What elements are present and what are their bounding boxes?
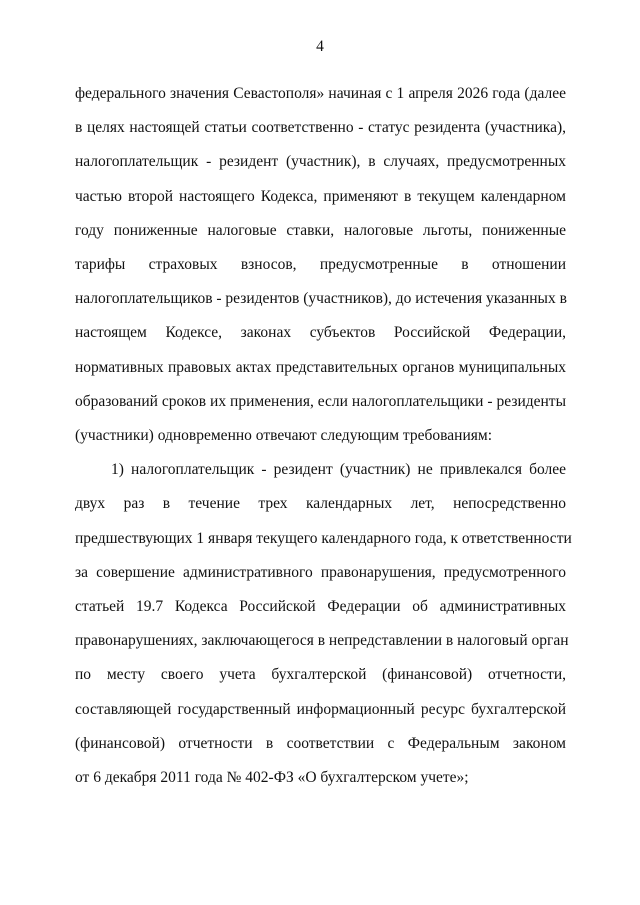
text-line: частью второй настоящего Кодекса, применяют в текущем календарном	[75, 187, 566, 205]
document-body	[75, 77, 572, 795]
text-line: тарифы страховых взносов, предусмотренные в отношении	[75, 256, 566, 274]
paragraph-item-1	[75, 453, 572, 795]
text-line: составляющей государственный информационный ресурс бухгалтерской	[75, 700, 566, 718]
text-line: в целях настоящей статьи соответственно - статус резидента (участника),	[75, 119, 566, 137]
text-line: (участники) одновременно отвечают следующим требованиям:	[75, 427, 492, 445]
text-line: настоящем Кодексе, законах субъектов Российской Федерации,	[75, 324, 566, 342]
text-line: нормативных правовых актах представительных органов муниципальных	[75, 358, 566, 376]
text-line: предшествующих 1 января текущего календарного года, к ответственности	[75, 529, 572, 547]
text-line: от 6 декабря 2011 года № 402-ФЗ «О бухгалтерском учете»;	[75, 769, 469, 787]
text-line: по месту своего учета бухгалтерской (финансовой) отчетности,	[75, 666, 566, 684]
page-number: 4	[316, 38, 324, 55]
text-line: году пониженные налоговые ставки, налоговые льготы, пониженные	[75, 221, 566, 239]
text-line: за совершение административного правонарушения, предусмотренного	[75, 563, 566, 581]
text-line: федерального значения Севастополя» начиная с 1 апреля 2026 года (далее	[75, 85, 566, 102]
text-line: (финансовой) отчетности в соответствии с Федеральным законом	[75, 734, 566, 752]
text-line: образований сроков их применения, если налогоплательщики - резиденты	[75, 392, 566, 410]
text-line: двух раз в течение трех календарных лет, непосредственно	[75, 495, 566, 513]
text-line: 1) налогоплательщик - резидент (участник) не привлекался более	[111, 461, 566, 479]
text-line: статьей 19.7 Кодекса Российской Федерации об административных	[75, 598, 566, 616]
text-line: налогоплательщик - резидент (участник), в случаях, предусмотренных	[75, 153, 566, 171]
paragraph-continuation	[75, 77, 566, 453]
text-line: правонарушениях, заключающегося в непредставлении в налоговый орган	[75, 632, 569, 650]
text-line: налогоплательщиков - резидентов (участников), до истечения указанных в	[75, 290, 567, 308]
